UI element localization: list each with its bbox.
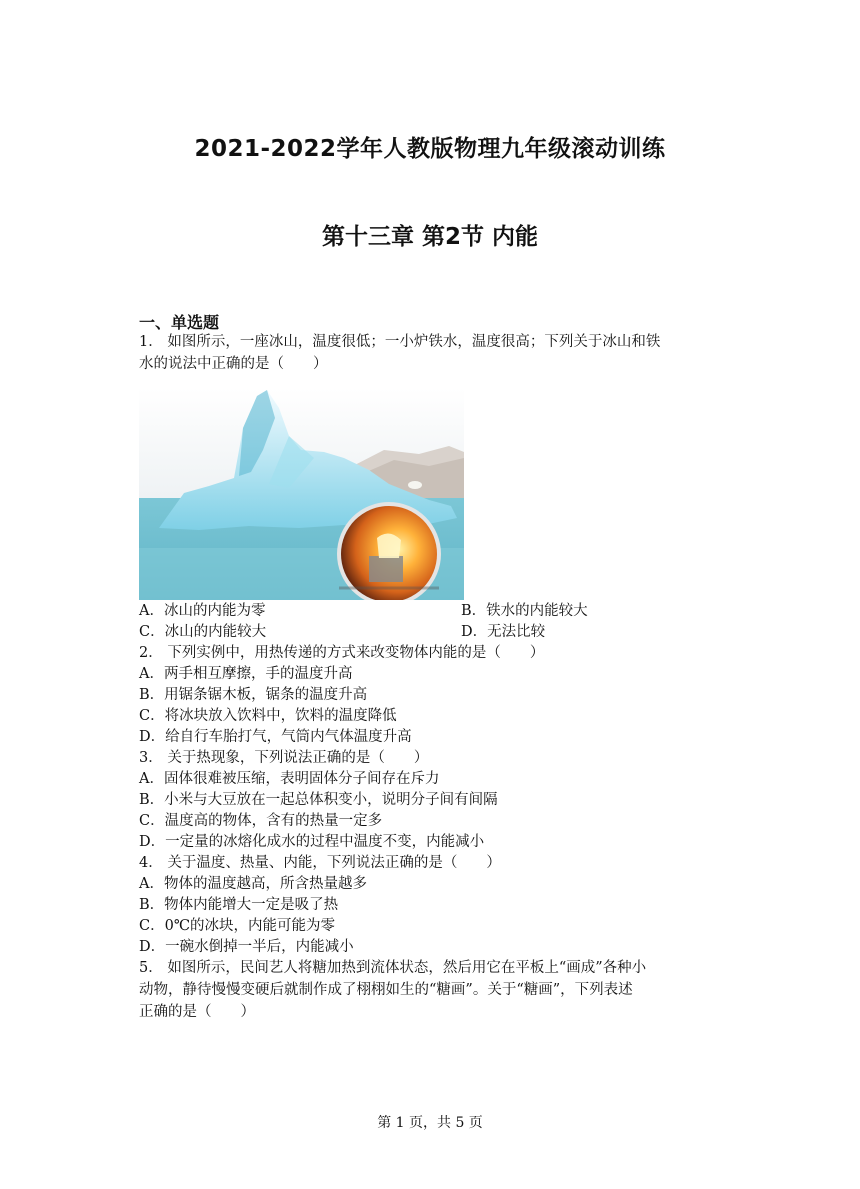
q3-option-d: D．一定量的冰熔化成水的过程中温度不变，内能减小 [139,834,485,850]
q4-stem: 4． 关于温度、热量、内能，下列说法正确的是（ ） [139,855,501,871]
section-heading: 一、单选题 [139,313,220,332]
q2-stem: 2． 下列实例中，用热传递的方式来改变物体内能的是（ ） [139,645,545,661]
page-footer: 第 1 页，共 5 页 [377,1115,483,1131]
q4-option-c: C．0℃的冰块，内能可能为零 [139,918,336,934]
q4-option-d: D．一碗水倒掉一半后，内能减小 [139,939,354,955]
q5-stem-line2: 动物，静待慢慢变硬后就制作成了栩栩如生的“糖画”。关于“糖画”，下列表述 [139,982,633,998]
q1-option-c: C．冰山的内能较大 [139,624,267,640]
q1-stem-line2: 水的说法中正确的是（ ） [139,356,328,372]
q2-option-c: C．将冰块放入饮料中，饮料的温度降低 [139,708,397,724]
q3-option-a: A．固体很难被压缩，表明固体分子间存在斥力 [139,771,440,787]
q5-stem-line1: 5． 如图所示，民间艺人将糖加热到流体状态，然后用它在平板上“画成”各种小 [139,960,647,976]
q4-option-a: A．物体的温度越高，所含热量越多 [139,876,367,892]
q1-option-b: B．铁水的内能较大 [461,603,588,619]
document-title: 2021-2022学年人教版物理九年级滚动训练 [194,136,666,162]
q2-option-b: B．用锯条锯木板，锯条的温度升高 [139,687,368,703]
q2-option-d: D．给自行车胎打气，气筒内气体温度升高 [139,729,412,745]
q5-stem-line3: 正确的是（ ） [139,1004,255,1020]
q1-figure-iceberg-iron [139,388,464,600]
q1-option-a: A．冰山的内能为零 [139,603,266,619]
q1-option-d: D．无法比较 [461,624,546,640]
q1-stem-line1: 1． 如图所示，一座冰山，温度很低；一小炉铁水，温度很高；下列关于冰山和铁 [139,334,661,350]
q4-option-b: B．物体内能增大一定是吸了热 [139,897,339,913]
q3-option-b: B．小米与大豆放在一起总体积变小，说明分子间有间隔 [139,792,498,808]
q3-stem: 3． 关于热现象，下列说法正确的是（ ） [139,750,429,766]
q3-option-c: C．温度高的物体，含有的热量一定多 [139,813,383,829]
document-subtitle: 第十三章 第2节 内能 [321,224,539,250]
q2-option-a: A．两手相互摩擦，手的温度升高 [139,666,353,682]
